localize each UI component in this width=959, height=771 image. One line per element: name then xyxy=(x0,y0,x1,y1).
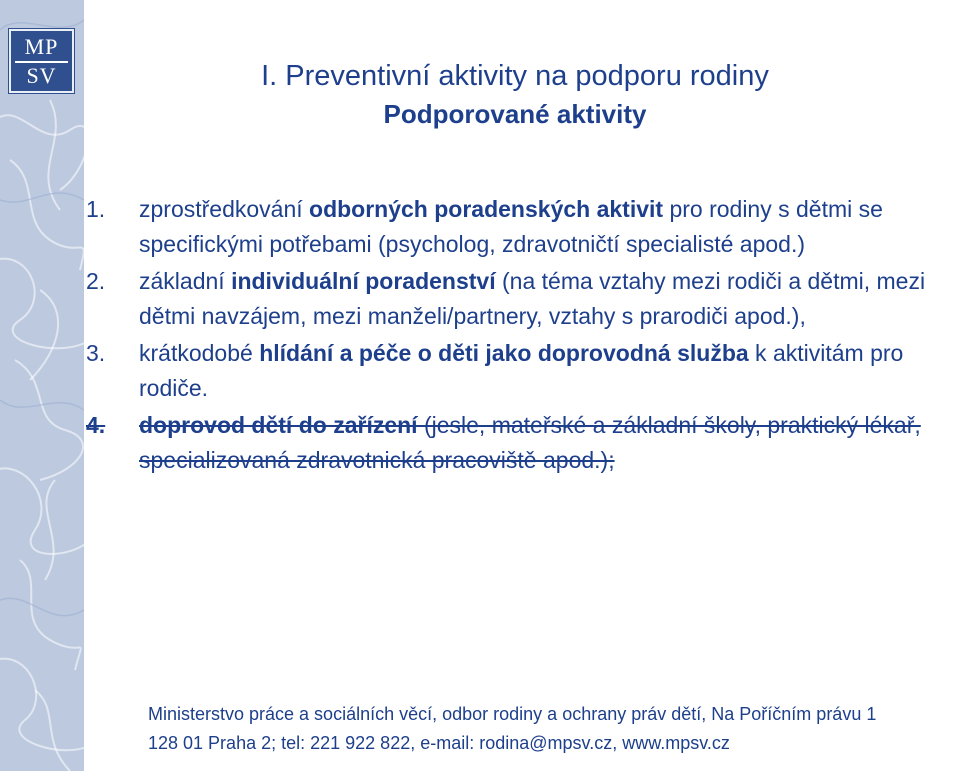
item-number: 2. xyxy=(86,268,106,294)
footer-line-2: 128 01 Praha 2; tel: 221 922 822, e-mail: rodina@mpsv.cz, www.mpsv.cz xyxy=(148,733,730,753)
mpsv-logo xyxy=(9,29,74,93)
item-text-after: (jesle, mateřské a základní školy, praktický lékař, specializovaná zdravotnická pracoviště apod.); xyxy=(139,412,921,473)
footer-contact xyxy=(148,700,958,758)
list-item xyxy=(86,264,956,333)
list-item xyxy=(86,336,956,405)
item-text-bold: doprovod dětí do zařízení xyxy=(139,412,418,438)
sidebar-pattern xyxy=(0,0,84,771)
item-number: 4. xyxy=(86,412,106,438)
item-text-after: (na téma vztahy mezi rodiči a dětmi, mezi dětmi navzájem, mezi manželi/partnery, vztahy s prarodiči apod.), xyxy=(139,268,926,329)
item-text-bold: odborných poradenských aktivit xyxy=(309,196,664,222)
page-subtitle: Podporované aktivity xyxy=(383,99,647,129)
page-title: I. Preventivní aktivity na podporu rodiny xyxy=(261,60,769,92)
item-text-bold: individuální poradenství xyxy=(231,268,496,294)
item-text-before: zprostředkování xyxy=(139,196,310,222)
item-text-after: pro rodiny s dětmi se specifickými potřebami (psycholog, zdravotničtí specialisté apod.) xyxy=(139,196,883,257)
item-text-bold: hlídání a péče o děti jako doprovodná služba xyxy=(259,340,749,366)
list-item-struck-through xyxy=(86,408,956,477)
item-text-before: krátkodobé xyxy=(139,340,260,366)
decorative-sidebar xyxy=(0,0,84,771)
activity-list xyxy=(86,192,956,477)
logo-line-1: MP xyxy=(15,34,68,63)
item-number: 3. xyxy=(86,340,106,366)
item-text-after: k aktivitám pro rodiče. xyxy=(139,340,904,401)
item-number: 1. xyxy=(86,196,106,222)
footer-line-1: Ministerstvo práce a sociálních věcí, odbor rodiny a ochrany práv dětí, Na Poříčním právu 1 xyxy=(148,704,877,724)
item-text-before: základní xyxy=(139,268,232,294)
logo-line-2: SV xyxy=(26,63,57,88)
list-item xyxy=(86,192,956,261)
